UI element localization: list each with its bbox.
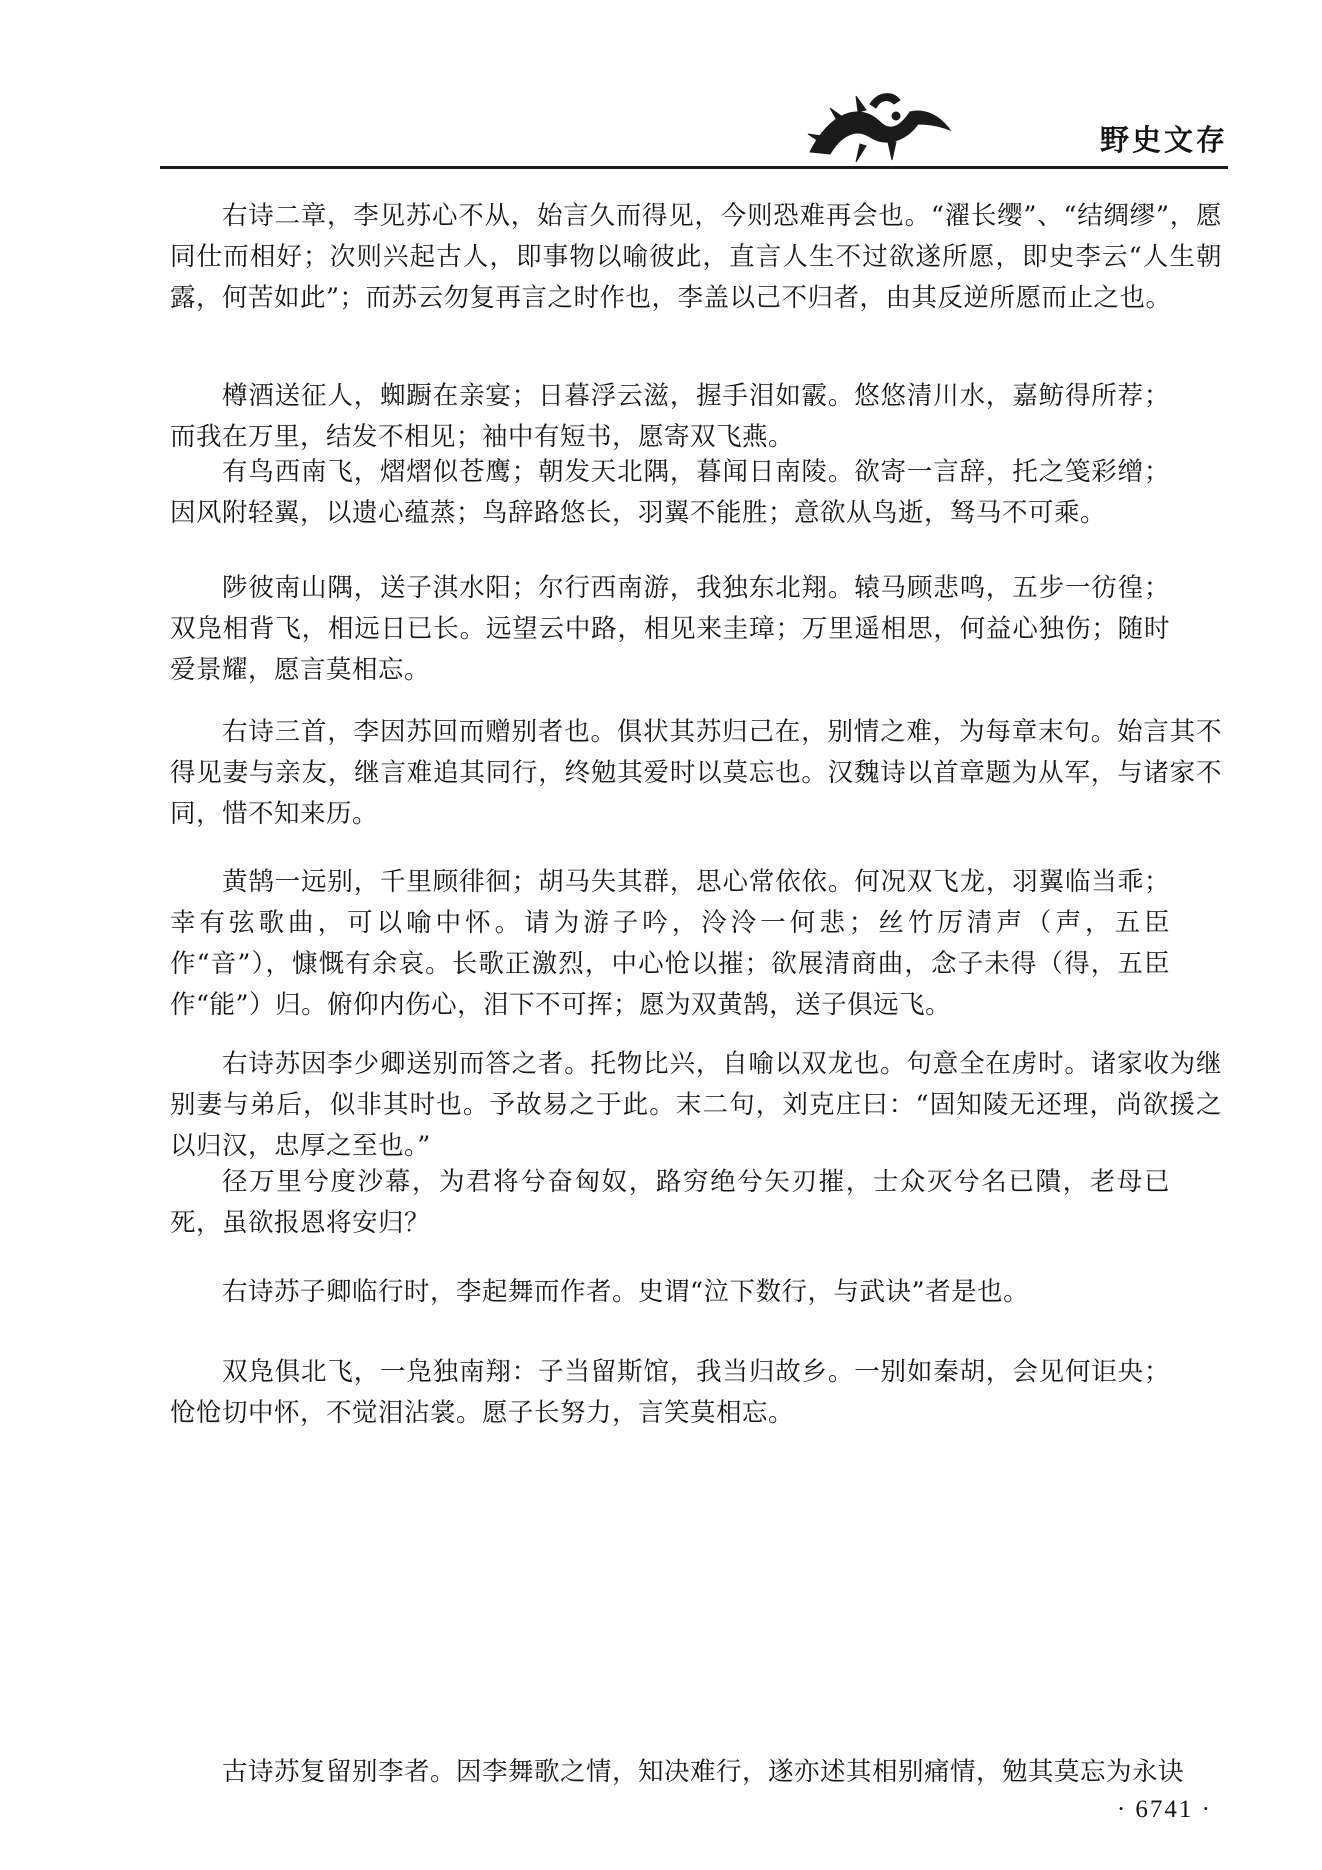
page-number: · 6741 · xyxy=(1116,1796,1212,1823)
dragon-icon xyxy=(800,82,1040,168)
poem-stanza: 黄鹄一远别，千里顾徘徊；胡马失其群，思心常依依。何况双飞龙，羽翼临当乖；幸有弦歌曲，可以喻中怀。请为游子吟，泠泠一何悲；丝竹厉清声（声，五臣作“音”），慷慨有余哀。长歌正激烈，中心怆以摧；欲展清商曲，念子未得（得，五臣作“能”）归。俯仰内伤心，泪下不可挥；愿为双黄鹄，送子俱远飞。 xyxy=(170,867,1170,1020)
poem-stanza: 有鸟西南飞，熠熠似苍鹰；朝发天北隅，暮闻日南陵。欲寄一言辞，托之笺彩缯；因风附轻翼，以遗心蕴蒸；鸟辞路悠长，羽翼不能胜；意欲从鸟逝，驽马不可乘。 xyxy=(170,457,1170,528)
poem-stanza: 双凫俱北飞，一凫独南翔：子当留斯馆，我当归故乡。一别如秦胡，会见何讵央；怆怆切中怀，不觉泪沾裳。愿子长努力，言笑莫相忘。 xyxy=(170,1357,1170,1428)
commentary-paragraph: 右诗二章，李见苏心不从，始言久而得见，今则恐难再会也。“濯长缨”、“结绸缪”，愿同仕而相好；次则兴起古人，即事物以喻彼此，直言人生不过欲遂所愿，即史李云“人生朝露，何苦如此”；而苏云勿复再言之时作也，李盖以己不归者，由其反逆所愿而止之也。 xyxy=(170,201,1222,313)
header-rule xyxy=(160,166,1228,169)
commentary-paragraph: 古诗苏复留别李者。因李舞歌之情，知决难行，遂亦述其相别痛情，勉其莫忘为永诀 xyxy=(222,1757,1185,1787)
poem-stanza: 陟彼南山隅，送子淇水阳；尔行西南游，我独东北翔。辕马顾悲鸣，五步一彷徨；双凫相背飞，相远日已长。远望云中路，相见来圭璋；万里遥相思，何益心独伤；随时爱景耀，愿言莫相忘。 xyxy=(170,573,1170,685)
running-header xyxy=(160,82,1228,168)
commentary-paragraph: 右诗三首，李因苏回而赠别者也。俱状其苏归己在，别情之难，为每章末句。始言其不得见妻与亲友，继言难追其同行，终勉其爱时以莫忘也。汉魏诗以首章题为从军，与诸家不同，惜不知来历。 xyxy=(170,717,1222,829)
commentary-paragraph: 右诗苏子卿临行时，李起舞而作者。史谓“泣下数行，与武诀”者是也。 xyxy=(222,1277,1030,1307)
header-title: 野史文存 xyxy=(1099,123,1228,157)
poem-stanza: 径万里兮度沙幕，为君将兮奋匈奴，路穷绝兮矢刃摧，士众灭兮名已隤，老母已死，虽欲报恩将安归？ xyxy=(170,1167,1170,1238)
commentary-paragraph: 右诗苏因李少卿送别而答之者。托物比兴，自喻以双龙也。句意全在虏时。诸家收为继别妻与弟后，似非其时也。予故易之于此。末二句，刘克庄曰：“固知陵无还理，尚欲援之以归汉，忠厚之至也。” xyxy=(170,1049,1222,1161)
poem-stanza: 樽酒送征人，蜘蹰在亲宴；日暮浮云滋，握手泪如霰。悠悠清川水，嘉鲂得所荐；而我在万里，结发不相见；袖中有短书，愿寄双飞燕。 xyxy=(170,381,1170,452)
